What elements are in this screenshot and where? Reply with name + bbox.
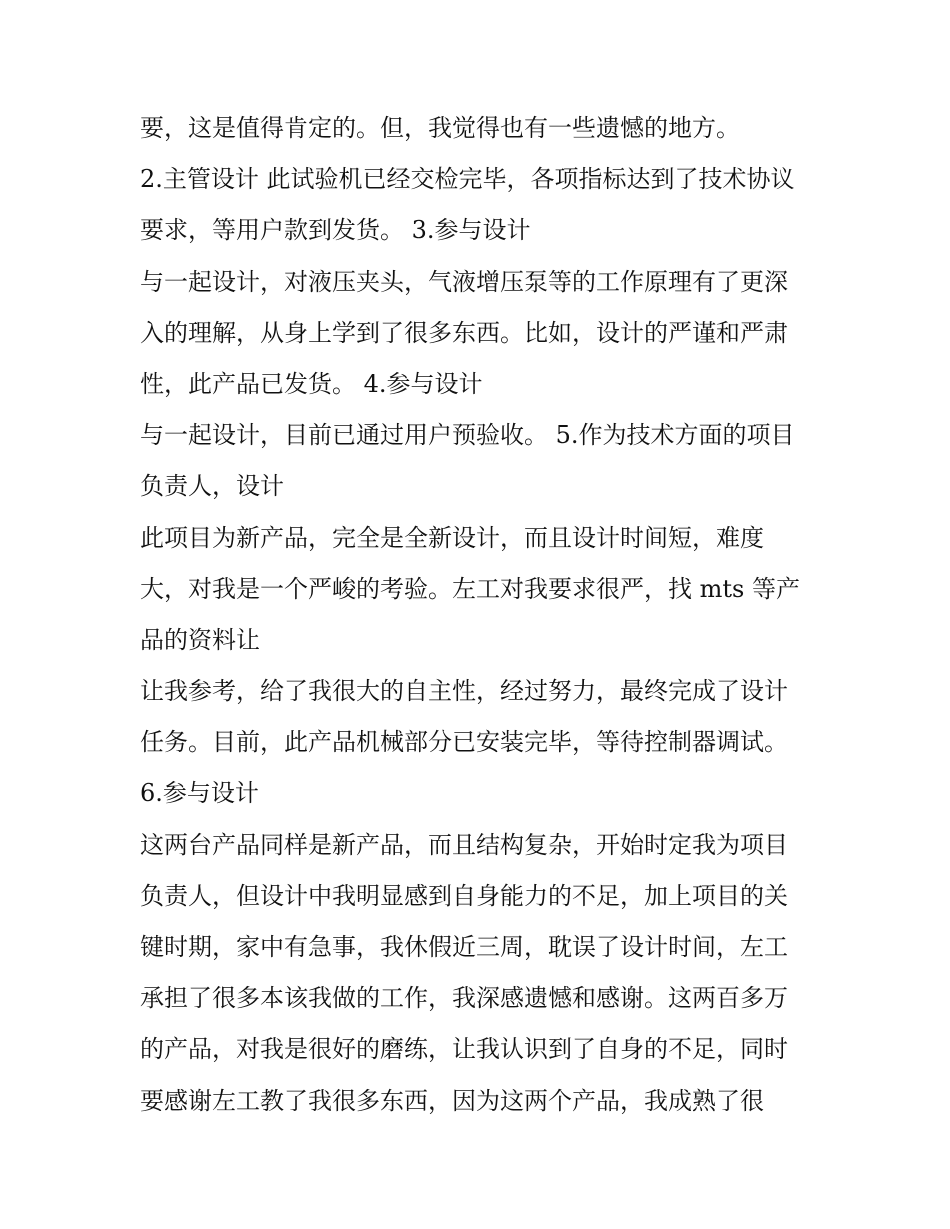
text-line: 负责人，设计 xyxy=(140,472,284,501)
text-line: 2.主管设计 此试验机已经交检完毕，各项指标达到了技术协议 xyxy=(140,165,795,194)
text-line: 性，此产品已发货。 4.参与设计 xyxy=(140,369,483,398)
text-line: 与一起设计，目前已通过用户预验收。 5.作为技术方面的项目 xyxy=(140,421,795,450)
text-line: 这两台产品同样是新产品，而且结构复杂，开始时定我为项目 xyxy=(140,830,788,859)
text-line: 的产品，对我是很好的磨练，让我认识到了自身的不足，同时 xyxy=(140,1035,788,1064)
text-line: 大，对我是一个严峻的考验。左工对我要求很严，找 mts 等产 xyxy=(140,574,800,603)
text-line: 要感谢左工教了我很多东西，因为这两个产品，我成熟了很 xyxy=(140,1086,764,1115)
text-line: 任务。目前，此产品机械部分已安装完毕，等待控制器调试。 xyxy=(140,728,788,757)
body-text xyxy=(140,103,830,1127)
text-line: 负责人，但设计中我明显感到自身能力的不足，加上项目的关 xyxy=(140,881,788,910)
text-line: 与一起设计，对液压夹头，气液增压泵等的工作原理有了更深 xyxy=(140,267,788,296)
text-line: 键时期，家中有急事，我休假近三周，耽误了设计时间，左工 xyxy=(140,933,788,961)
text-line: 让我参考，给了我很大的自主性，经过努力，最终完成了设计 xyxy=(140,677,788,706)
text-line: 要求，等用户款到发货。 3.参与设计 xyxy=(140,216,531,245)
text-line: 要，这是值得肯定的。但，我觉得也有一些遗憾的地方。 xyxy=(140,114,740,142)
text-line: 品的资料让 xyxy=(140,625,260,654)
text-line: 承担了很多本该我做的工作，我深感遗憾和感谢。这两百多万 xyxy=(140,984,788,1013)
text-line: 入的理解，从身上学到了很多东西。比如，设计的严谨和严肃 xyxy=(140,318,788,347)
text-line: 6.参与设计 xyxy=(140,779,259,808)
text-line: 此项目为新产品，完全是全新设计，而且设计时间短，难度 xyxy=(140,523,764,552)
